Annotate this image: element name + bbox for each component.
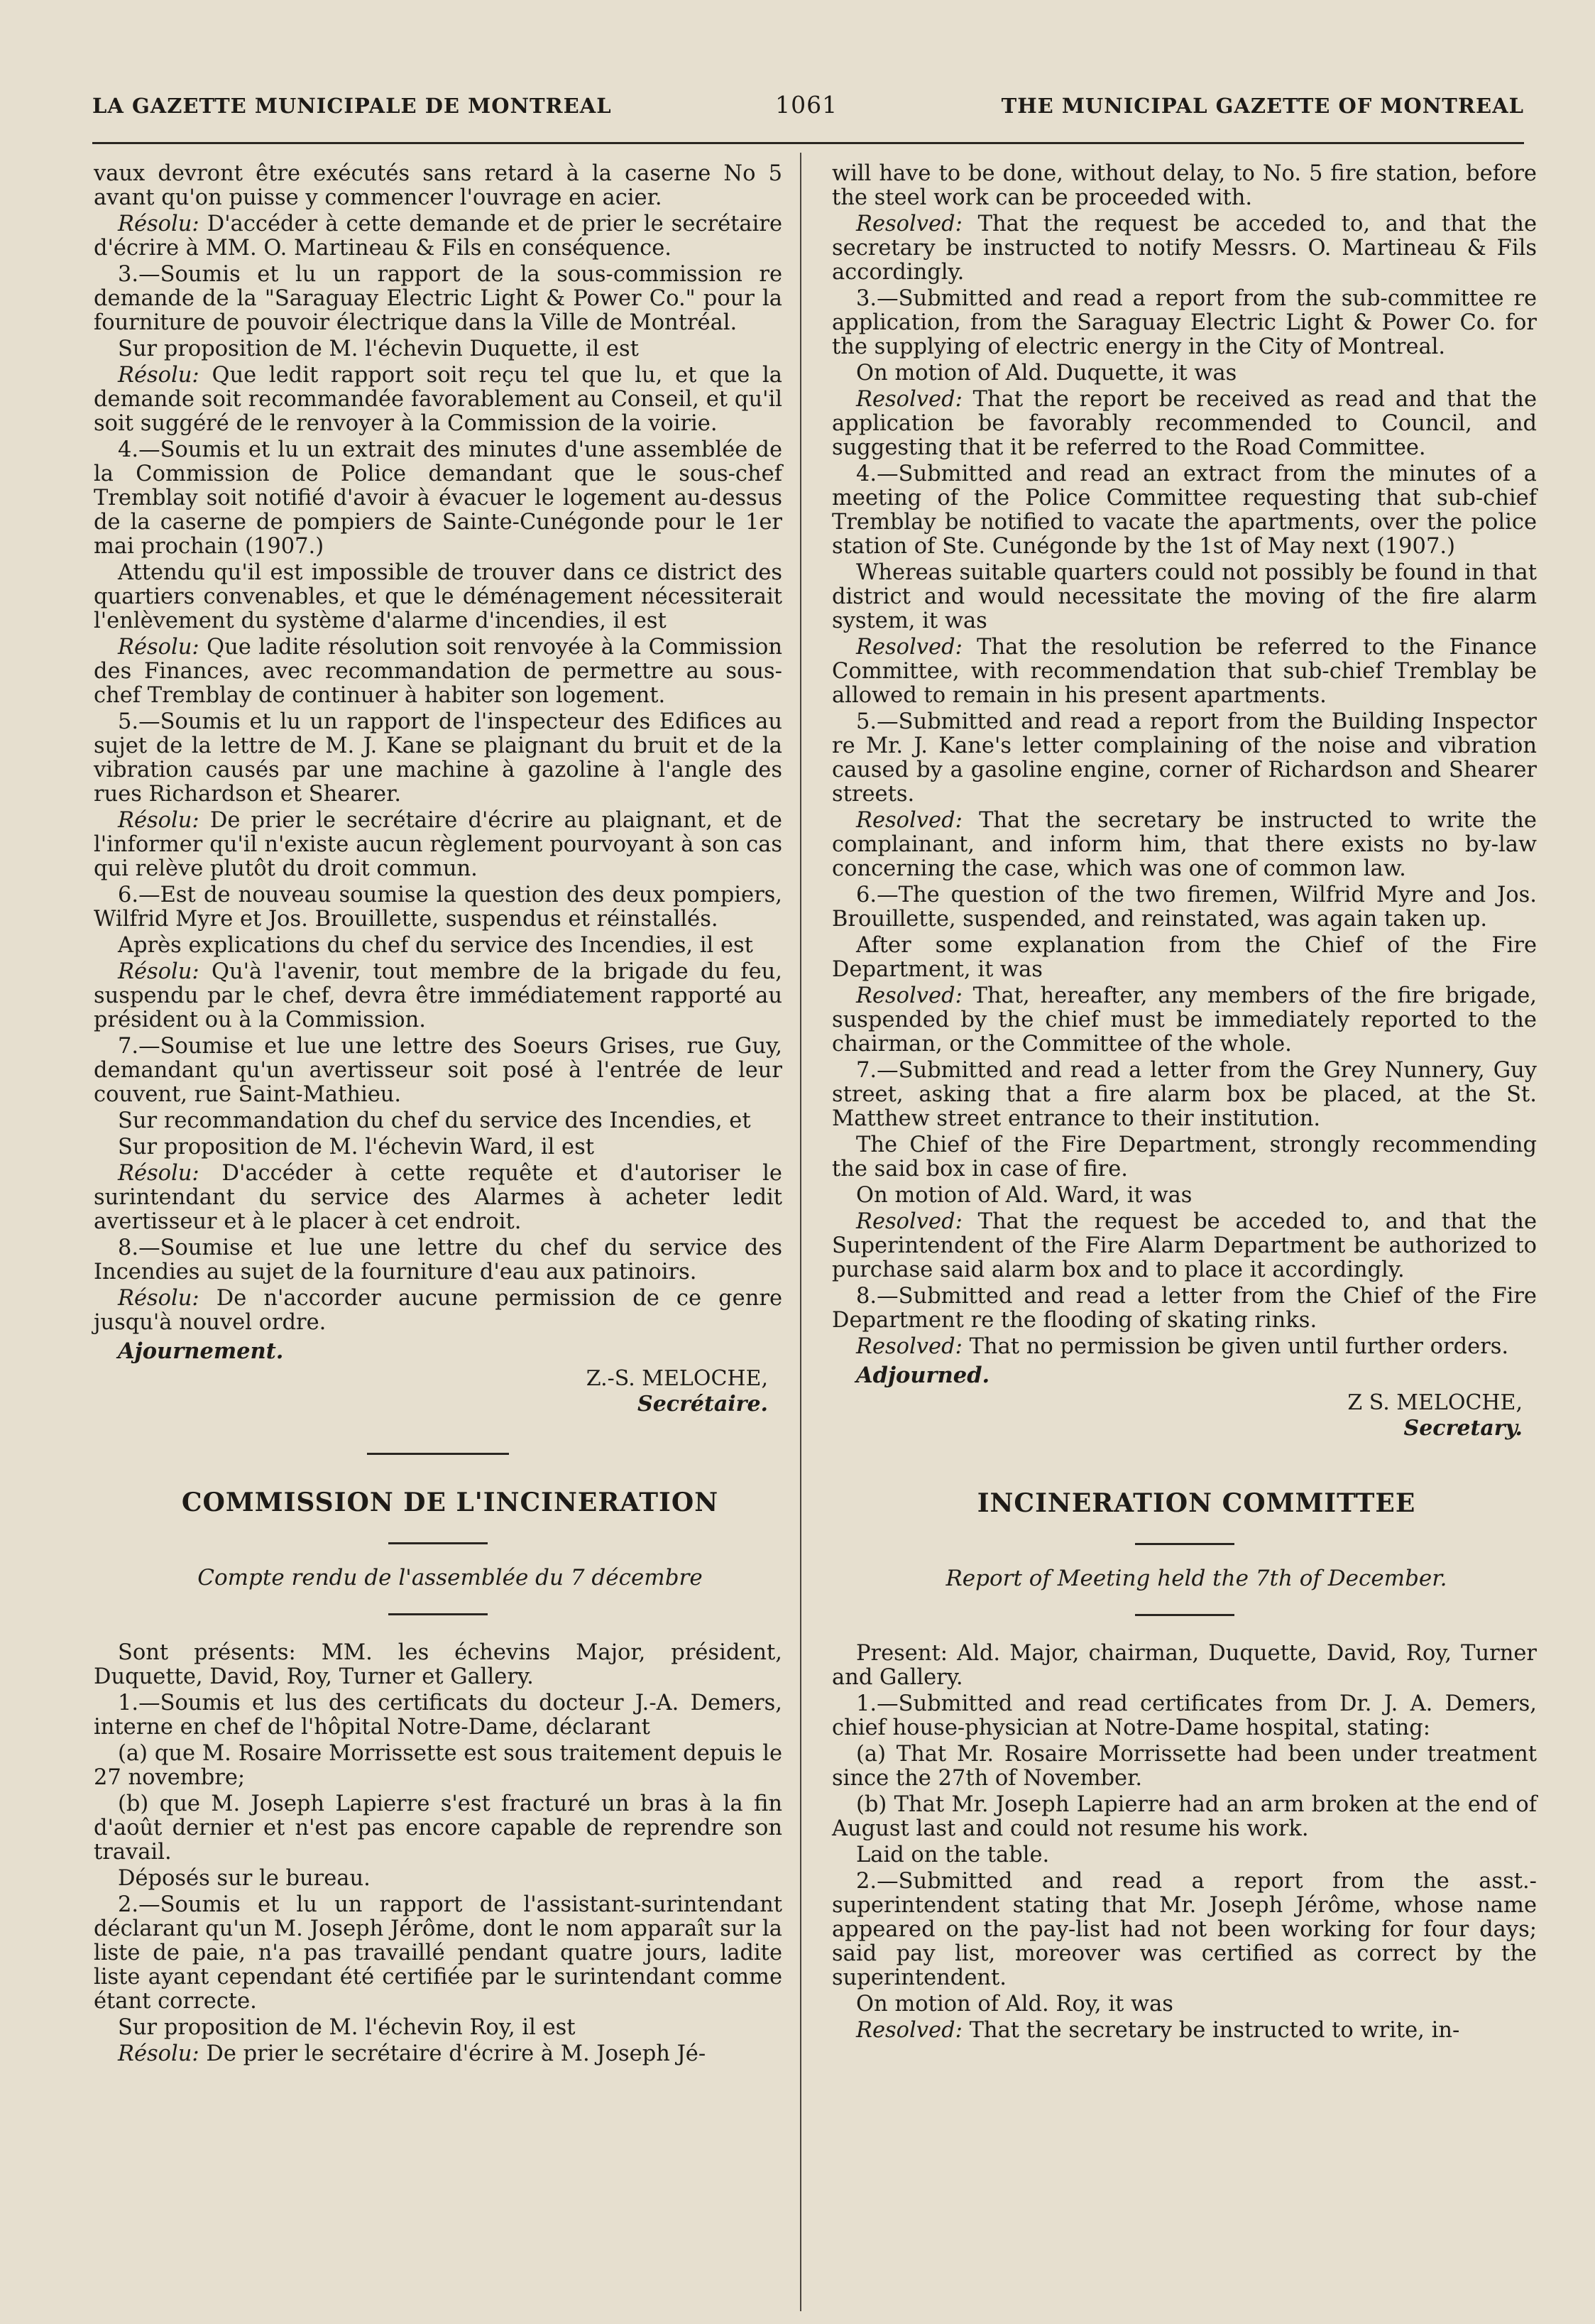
- paragraph: Sur recommandation du chef du service des Incendies, et: [118, 1108, 751, 1133]
- paragraph: Resolved: That, hereafter, any members of the fire brigade, suspended by the chief must be immediately reported to the chairman, or the Committee of the whole.: [832, 983, 1537, 1057]
- paragraph: Resolved: That the request be acceded to, and that the secretary be instructed to notify Messrs. O. Martineau & Fils accordingly.: [832, 212, 1537, 285]
- resolu-label: Résolu:: [118, 635, 199, 660]
- paragraph: (b) That Mr. Joseph Lapierre had an arm broken at the end of August last and could not resume his work.: [832, 1792, 1537, 1841]
- paragraph: Résolu: D'accéder à cette requête et d'autoriser le surintendant du service des Alarmes à acheter ledit avertisseur et à le placer à cet endroit.: [94, 1161, 782, 1234]
- paragraph: Résolu: De prier le secrétaire d'écrire au plaignant, et de l'informer qu'il n'existe aucun règlement pourvoyant à son cas qui relève plutôt du droit commun.: [94, 808, 782, 881]
- signature-role: Secrétaire.: [637, 1392, 768, 1417]
- paragraph: Resolved: That the report be received as read and that the application be favorably recommended to Council, and suggesting that it be referred to the Road Committee.: [832, 387, 1537, 460]
- resolved-label: Resolved:: [856, 635, 963, 660]
- paragraph: On motion of Ald. Ward, it was: [856, 1183, 1193, 1208]
- paragraph: Sur proposition de M. l'échevin Duquette, il est: [118, 337, 639, 361]
- paragraph: Laid on the table.: [856, 1843, 1050, 1867]
- paragraph: 7.—Soumise et lue une lettre des Soeurs Grises, rue Guy, demandant qu'un avertisseur soit posé à l'entrée de leur couvent, rue Saint-Mathieu.: [94, 1034, 782, 1107]
- running-header: [92, 91, 1524, 144]
- paragraph: 7.—Submitted and read a letter from the Grey Nunnery, Guy street, asking that a fire alarm box be placed, at the St. Matthew street entrance to their institution.: [832, 1058, 1537, 1131]
- section-title: INCINERATION COMMITTEE: [977, 1488, 1416, 1518]
- header-right-title: THE MUNICIPAL GAZETTE OF MONTREAL: [1001, 94, 1524, 118]
- paragraph: Resolved: That no permission be given until further orders.: [856, 1334, 1509, 1359]
- paragraph: Resolved: That the secretary be instructed to write, in-: [856, 2018, 1460, 2043]
- signature-name: Z.-S. MELOCHE,: [586, 1366, 768, 1391]
- paragraph: On motion of Ald. Duquette, it was: [856, 361, 1237, 386]
- page-number: 1061: [775, 91, 838, 119]
- section-title: COMMISSION DE L'INCINERATION: [181, 1488, 719, 1517]
- paragraph: (b) que M. Joseph Lapierre s'est fracturé un bras à la fin d'août dernier et n'est pas encore capable de reprendre son travail.: [94, 1791, 782, 1865]
- resolved-label: Resolved:: [856, 212, 963, 236]
- header-left-title: LA GAZETTE MUNICIPALE DE MONTREAL: [92, 94, 612, 118]
- resolu-label: Résolu:: [118, 212, 199, 236]
- resolu-label: Résolu:: [118, 808, 199, 833]
- paragraph: will have to be done, without delay, to No. 5 fire station, before the steel work can be proceeded with.: [832, 161, 1537, 210]
- paragraph: Sur proposition de M. l'échevin Roy, il est: [118, 2015, 576, 2040]
- paragraph: 8.—Soumise et lue une lettre du chef du service des Incendies au sujet de la fourniture d'eau aux patinoirs.: [94, 1235, 782, 1284]
- paragraph: (a) That Mr. Rosaire Morrissette had been under treatment since the 27th of November.: [832, 1742, 1537, 1791]
- paragraph: Résolu: Que ladite résolution soit renvoyée à la Commission des Finances, avec recommandation de permettre au sous-chef Tremblay de continuer à habiter son logement.: [94, 635, 782, 708]
- resolu-label: Résolu:: [118, 1286, 199, 1311]
- resolved-label: Resolved:: [856, 808, 963, 833]
- paragraph: 3.—Submitted and read a report from the sub-committee re application, from the Saraguay Electric Light & Power Co. for the supplying of electric energy in the City of Montreal.: [832, 286, 1537, 359]
- paragraph: Après explications du chef du service des Incendies, il est: [118, 933, 753, 958]
- paragraph: After some explanation from the Chief of the Fire Department, it was: [832, 933, 1537, 982]
- paragraph: vaux devront être exécutés sans retard à la caserne No 5 avant qu'on puisse y commencer l'ouvrage en acier.: [94, 161, 782, 210]
- paragraph: 4.—Submitted and read an extract from the minutes of a meeting of the Police Committee requesting that sub-chief Tremblay be notified to vacate the apartments, over the police station of Ste. Cunégonde by the 1st of May next (1907.): [832, 462, 1537, 559]
- paragraph: Resolved: That the secretary be instructed to write the complainant, and inform him, that there exists no by-law concerning the case, which was one of common law.: [832, 808, 1537, 881]
- adjourned-text: Adjourned.: [856, 1363, 990, 1388]
- paragraph: Résolu: De n'accorder aucune permission de ce genre jusqu'à nouvel ordre.: [94, 1286, 782, 1335]
- signature-name: Z S. MELOCHE,: [1347, 1390, 1523, 1415]
- resolved-label: Resolved:: [856, 1209, 963, 1234]
- paragraph: 5.—Soumis et lu un rapport de l'inspecteur des Edifices au sujet de la lettre de M. J. Kane se plaignant du bruit et de la vibration causés par une machine à gazoline à l'angle des rues Richardson et Shearer.: [94, 709, 782, 807]
- paragraph: (a) que M. Rosaire Morrissette est sous traitement depuis le 27 novembre;: [94, 1741, 782, 1790]
- paragraph: 6.—Est de nouveau soumise la question des deux pompiers, Wilfrid Myre et Jos. Brouillette, suspendus et réinstallés.: [94, 883, 782, 932]
- resolved-label: Resolved:: [856, 983, 963, 1008]
- paragraph: Résolu: Qu'à l'avenir, tout membre de la brigade du feu, suspendu par le chef, devra être immédiatement rapporté au président ou à la Commission.: [94, 959, 782, 1032]
- left-column-french: [94, 162, 782, 2068]
- paragraph: Résolu: D'accéder à cette demande et de prier le secrétaire d'écrire à MM. O. Martineau & Fils en conséquence.: [94, 212, 783, 261]
- paragraph: The Chief of the Fire Department, strongly recommending the said box in case of fire.: [832, 1133, 1537, 1182]
- paragraph: Present: Ald. Major, chairman, Duquette, David, Roy, Turner and Gallery.: [832, 1641, 1537, 1690]
- resolu-label: Résolu:: [118, 363, 199, 388]
- resolved-label: Resolved:: [856, 2018, 963, 2043]
- paragraph: Sont présents: MM. les échevins Major, président, Duquette, David, Roy, Turner et Gallery.: [94, 1640, 782, 1689]
- column-divider: [800, 153, 801, 2311]
- paragraph: Sur proposition de M. l'échevin Ward, il est: [118, 1135, 594, 1160]
- section-subtitle: Report of Meeting held the 7th of December.: [946, 1566, 1447, 1591]
- paragraph: Resolved: That the resolution be referred to the Finance Committee, with recommendation that sub-chief Tremblay be allowed to remain in his present apartments.: [832, 635, 1537, 708]
- paragraph: Déposés sur le bureau.: [118, 1866, 371, 1891]
- paragraph: 8.—Submitted and read a letter from the Chief of the Fire Department re the flooding of skating rinks.: [832, 1284, 1537, 1333]
- paragraph: 1.—Soumis et lus des certificats du docteur J.-A. Demers, interne en chef de l'hôpital Notre-Dame, déclarant: [94, 1691, 782, 1740]
- adjourned-text: Ajournement.: [118, 1338, 284, 1364]
- paragraph: 4.—Soumis et lu un extrait des minutes d'une assemblée de la Commission de Police demandant que le sous-chef Tremblay soit notifié d'avoir à évacuer le logement au-dessus de la caserne de pompiers de Sainte-Cunégonde pour le 1er mai prochain (1907.): [94, 437, 782, 559]
- paragraph: On motion of Ald. Roy, it was: [856, 1992, 1173, 2017]
- resolved-label: Resolved:: [856, 387, 963, 412]
- paragraph: 2.—Soumis et lu un rapport de l'assistant-surintendant déclarant qu'un M. Joseph Jérôme, dont le nom apparaît sur la liste de paie, n'a pas travaillé pendant quatre jours, ladite liste ayant cependant été certifiée par le surintendant comme étant correcte.: [94, 1892, 782, 2014]
- paragraph: 1.—Submitted and read certificates from Dr. J. A. Demers, chief house-physician at Notre-Dame hospital, stating:: [832, 1691, 1537, 1740]
- paragraph: 2.—Submitted and read a report from the asst.-superintendent stating that Mr. Joseph Jérôme, whose name appeared on the pay-list had not been working for four days; said pay list, moreover was certified as correct by the superintendent.: [832, 1869, 1537, 1990]
- paragraph: 3.—Soumis et lu un rapport de la sous-commission re demande de la "Saraguay Electric Light & Power Co." pour la fourniture de pouvoir électrique dans la Ville de Montréal.: [94, 262, 782, 335]
- paragraph: 6.—The question of the two firemen, Wilfrid Myre and Jos. Brouillette, suspended, and reinstated, was again taken up.: [832, 883, 1537, 932]
- resolu-label: Résolu:: [118, 1161, 199, 1186]
- paragraph: Résolu: Que ledit rapport soit reçu tel que lu, et que la demande soit recommandée favorablement au Conseil, et qu'il soit suggéré de le renvoyer à la Commission de la voirie.: [94, 363, 782, 436]
- signature-block: [832, 1390, 1523, 1441]
- resolved-label: Resolved:: [856, 1334, 963, 1359]
- paragraph: Whereas suitable quarters could not possibly be found in that district and would necessitate the moving of the fire alarm system, it was: [832, 560, 1537, 633]
- resolu-label: Résolu:: [118, 959, 199, 984]
- paragraph: 5.—Submitted and read a report from the Building Inspector re Mr. J. Kane's letter complaining of the noise and vibration caused by a gasoline engine, corner of Richardson and Shearer streets.: [832, 709, 1537, 807]
- resolu-label: Résolu:: [118, 2041, 199, 2066]
- right-column-english: [832, 162, 1537, 2045]
- paragraph: Attendu qu'il est impossible de trouver dans ce district des quartiers convenables, et que le déménagement nécessiterait l'enlèvement du système d'alarme d'incendies, il est: [94, 560, 782, 633]
- paragraph: Résolu: De prier le secrétaire d'écrire à M. Joseph Jé-: [118, 2041, 706, 2066]
- paragraph: Resolved: That the request be acceded to, and that the Superintendent of the Fire Alarm Department be authorized to purchase said alarm box and to place it accordingly.: [832, 1209, 1537, 1282]
- signature-block: [94, 1366, 768, 1417]
- section-subtitle: Compte rendu de l'assemblée du 7 décembre: [197, 1565, 703, 1591]
- signature-role: Secretary.: [1403, 1416, 1523, 1441]
